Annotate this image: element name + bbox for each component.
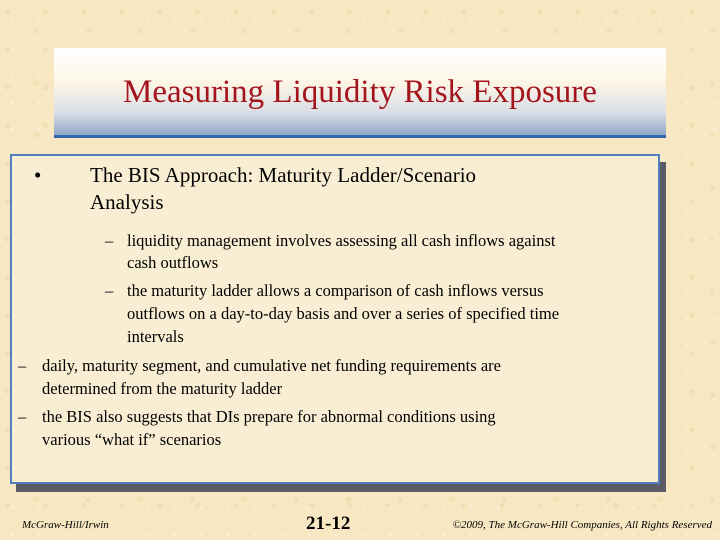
sub-bullet-2-line-3: intervals	[127, 327, 184, 346]
sub-bullet-1-line-2: cash outflows	[127, 253, 219, 272]
slide-title: Measuring Liquidity Risk Exposure	[123, 74, 597, 110]
footer-publisher: McGraw-Hill/Irwin	[22, 519, 109, 531]
slide-number: 21-12	[306, 513, 351, 534]
sub-bullet-2-line-2: outflows on a day-to-day basis and over a series of specified time	[127, 304, 560, 323]
content-panel	[10, 154, 660, 484]
title-banner	[54, 48, 666, 138]
main-bullet-line-2: Analysis	[90, 190, 164, 214]
bullet-symbol: •	[34, 163, 42, 187]
outer-bullet-1-line-2: determined from the maturity ladder	[42, 379, 283, 398]
outer-bullet-2-line-1: the BIS also suggests that DIs prepare for abnormal conditions using	[42, 407, 496, 426]
sub-bullet-1-line-1: liquidity management involves assessing all cash inflows against	[127, 231, 556, 250]
main-bullet-line-1: The BIS Approach: Maturity Ladder/Scenario	[90, 163, 477, 187]
footer-copyright: ©2009, The McGraw-Hill Companies, All Rights Reserved	[452, 519, 712, 531]
outer-bullet-2-line-2: various “what if” scenarios	[42, 430, 222, 449]
dash-symbol: –	[105, 281, 114, 300]
dash-symbol: –	[18, 356, 27, 375]
sub-bullet-2-line-1: the maturity ladder allows a comparison of cash inflows versus	[127, 281, 544, 300]
outer-bullet-1-line-1: daily, maturity segment, and cumulative net funding requirements are	[42, 356, 501, 375]
dash-symbol: –	[105, 231, 114, 250]
dash-symbol: –	[18, 407, 27, 426]
